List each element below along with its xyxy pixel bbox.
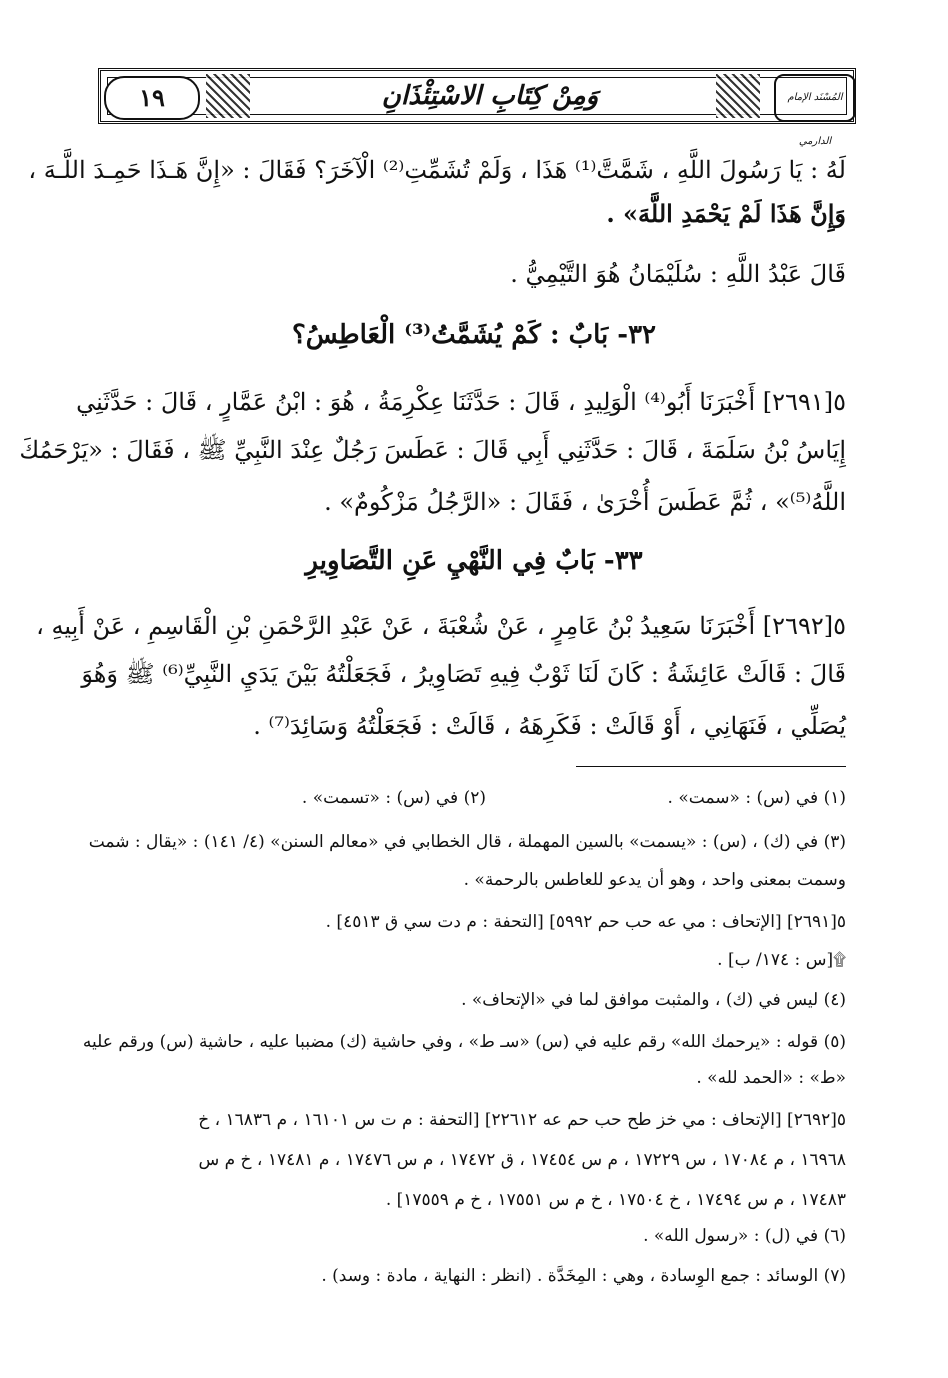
footnote-5-line-1: (٥) قوله : «يرحمك الله» رقم عليه في (س) «سـ ط» ، وفي حاشية (ك) مضببا عليه ، حاشية (س) ورقم عليه — [82, 1032, 846, 1052]
footnote-separator — [576, 766, 846, 767]
footnote-3-line-1: (٣) في (ك) ، (س) : «يسمت» بالسين المهملة ، قال الخطابي في «معالم السنن» (٤/ ١٤١) : «يقال : شمت — [88, 832, 846, 852]
body-line-3: قَالَ عَبْدُ اللَّهِ : سُلَيْمَانُ هُوَ التَّيْمِيُّ . — [510, 260, 846, 288]
ornament-right — [716, 74, 760, 118]
footnote-1: (١) في (س) : «سمت» . — [667, 788, 846, 808]
footnote-2692-takhrij-line-2: ١٦٩٦٨ ، م ١٧٠٨٤ ، س ١٧٢٢٩ ، م س ١٧٤٥٤ ، ق ١٧٤٧٢ ، م س ١٧٤٧٦ ، م ١٧٤٨١ ، خ م س — [198, 1150, 846, 1170]
footnote-manuscript-mark: ۩[س : ١٧٤/ ب] . — [717, 950, 846, 970]
hadith-2691-line-2: إِيَاسُ بْنُ سَلَمَةَ ، قَالَ : حَدَّثَنِي أَبِي قَالَ : عَطَسَ رَجُلٌ عِنْدَ النَّبِيِّ ﷺ ، فَقَالَ : «يَرْحَمُكَ — [19, 436, 846, 464]
footnote-7: (٧) الوسائد : جمع الوِسادة ، وهي : المِخَدَّة . (انظر : النهاية ، مادة : وسد) . — [321, 1266, 846, 1286]
hadith-2692-line-3: يُصَلِّي ، فَنَهَانِي ، أَوْ قَالَتْ : فَكَرِهَهُ ، قَالَتْ : فَجَعَلْتُهُ وَسَائِدَ⁽⁷⁾ . — [253, 712, 846, 740]
page-number: ١٩ — [104, 76, 200, 120]
footnote-2692-takhrij-line-3: ١٧٤٨٣ ، م س ١٧٤٩٤ ، خ ١٧٥٠٤ ، خ م س ١٧٥٥١ ، خ م ١٧٥٥٩] . — [385, 1190, 846, 1210]
footnote-2692-takhrij-line-1: ٥[٢٦٩٢] [الإتحاف : مي خز طح حب حم عه ٢٢٦١٢] [التحفة : م ت س ١٦١٠١ ، م ١٦٨٣٦ ، خ — [198, 1110, 846, 1130]
book-logo: المُسْنَد الإمام الدارمي — [774, 74, 856, 122]
hadith-2692-line-1: ٥[٢٦٩٢] أَخْبَرَنَا سَعِيدُ بْنُ عَامِرٍ ، عَنْ شُعْبَةَ ، عَنْ عَبْدِ الرَّحْمَنِ بْنِ الْقَاسِمِ ، عَنْ أَبِيهِ ، — [36, 612, 846, 640]
section-heading-32: ٣٢- بَابٌ : كَمْ يُشَمَّتُ⁽³⁾ الْعَاطِسُ؟ — [291, 320, 657, 350]
footnote-5-line-2: «ط» : «الحمد لله» . — [696, 1068, 846, 1088]
body-line-2: وَإِنَّ هَذَا لَمْ يَحْمَدِ اللَّهَ» . — [606, 199, 846, 228]
hadith-2692-line-2: قَالَ : قَالَتْ عَائِشَةُ : كَانَ لَنَا ثَوْبٌ فِيهِ تَصَاوِيرُ ، فَجَعَلْتُهُ بَيْنَ يَدَيِ النَّبِيِّ⁽⁶⁾ ﷺ وَهُوَ — [81, 660, 846, 688]
ornament-left — [206, 74, 250, 118]
chapter-title: وَمِنْ كِتَابِ الاسْتِئْذَانِ — [381, 81, 599, 111]
hadith-2691-line-1: ٥[٢٦٩١] أَخْبَرَنَا أَبُو⁽⁴⁾ الْوَلِيدِ ، قَالَ : حَدَّثَنَا عِكْرِمَةُ ، هُوَ : ابْنُ عَمَّارٍ ، قَالَ : حَدَّثَنِي — [76, 388, 846, 416]
footnote-4: (٤) ليس في (ك) ، والمثبت موافق لما في «الإتحاف» . — [461, 990, 846, 1010]
footnote-2691-takhrij: ٥[٢٦٩١] [الإتحاف : مي عه حب حم ٥٩٩٢] [التحفة : م دت سي ق ٤٥١٣] . — [325, 912, 846, 932]
body-line-1: لَهُ : يَا رَسُولَ اللَّهِ ، شَمَّتَّ⁽¹⁾ هَذَا ، وَلَمْ تُشَمِّتِ⁽²⁾ الْآخَرَ؟ فَقَالَ : «إِنَّ هَـذَا حَمِـدَ اللَّـهَ ، — [28, 156, 846, 184]
section-heading-33: ٣٣- بَابٌ فِي النَّهْيِ عَنِ التَّصَاوِيرِ — [305, 546, 643, 576]
footnote-2: (٢) في (س) : «تسمت» . — [301, 788, 486, 808]
footnote-3-line-2: وسمت بمعنى واحد ، وهو أن يدعو للعاطس بالرحمة» . — [463, 870, 846, 890]
footnote-6: (٦) في (ل) : «رسول الله» . — [643, 1226, 846, 1246]
hadith-2691-line-3: اللَّهُ⁽⁵⁾» ، ثُمَّ عَطَسَ أُخْرَىٰ ، فَقَالَ : «الرَّجُلُ مَزْكُومٌ» . — [324, 488, 846, 516]
